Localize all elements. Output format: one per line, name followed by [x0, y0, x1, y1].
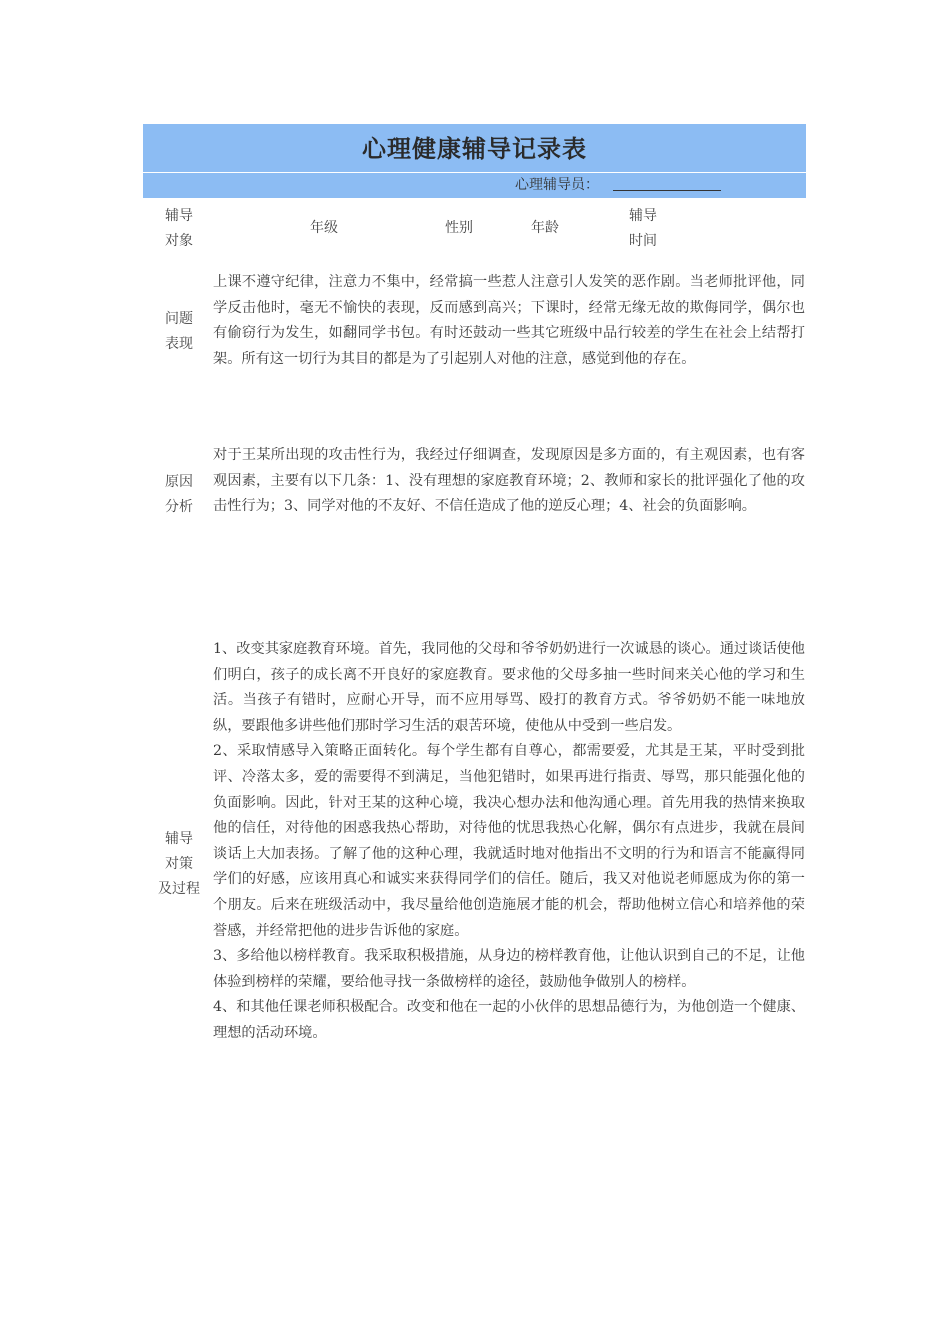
strategy-paragraph-2: 2、采取情感导入策略正面转化。每个学生都有自尊心，都需要爱，尤其是王某，平时受到批评、冷落太多，爱的需要得不到满足，当他犯错时，如果再进行指责、辱骂，那只能强化他的负面影响。因此，针对王某的这种心境，我决心想办法和他沟通心理。首先用我的热情来换取他的信任，对待他的困惑我热心帮助，对待他的忧思我热心化解，偶尔有点进步，我就在晨间谈话上大加表扬。了解了他的这种心理，我就适时地对他指出不文明的行为和语言不能赢得同学们的好感，应该用真心和诚实来获得同学们的信任。随后，我又对他说老师愿成为你的第一个朋友。后来在班级活动中，我尽量给他创造施展才能的机会，帮助他树立信心和培养他的荣誉感，并经常把他的进步告诉他的家庭。 [213, 743, 805, 939]
counselor-signature-line[interactable] [613, 190, 721, 191]
counselor-label: 心理辅导员： [515, 177, 599, 193]
cause-text: 对于王某所出现的攻击性行为，我经过仔细调查，发现原因是多方面的，有主观因素，也有客观因素，主要有以下几条：1、没有理想的家庭教育环境；2、教师和家长的批评强化了他的攻击性行为；3、同学对他的不友好、不信任造成了他的逆反心理；4、社会的负面影响。 [213, 447, 805, 515]
cause-label: 原因 分析 [165, 474, 193, 515]
strategy-paragraph-3: 3、多给他以榜样教育。我采取积极措施，从身边的榜样教育他，让他认识到自己的不足，让他体验到榜样的荣耀，要给他寻找一条做榜样的途径，鼓励他争做别人的榜样。 [213, 948, 805, 990]
counselor-bar [143, 173, 806, 198]
target-label: 辅导 对象 [165, 208, 193, 249]
gender-label: 性别 [445, 220, 473, 236]
title-banner [143, 124, 806, 172]
age-label: 年龄 [531, 220, 559, 236]
problem-text: 上课不遵守纪律，注意力不集中，经常搞一些惹人注意引人发笑的恶作剧。当老师批评他，同学反击他时，毫无不愉快的表现，反而感到高兴；下课时，经常无缘无故的欺侮同学，偶尔也有偷窃行为发生，如翻同学书包。有时还鼓动一些其它班级中品行较差的学生在社会上结帮打架。所有这一切行为其目的都是为了引起别人对他的注意，感觉到他的存在。 [213, 274, 805, 367]
time-label: 辅导 时间 [629, 208, 657, 249]
strategy-label: 辅导 对策 及过程 [158, 831, 200, 897]
problem-label: 问题 表现 [165, 311, 193, 352]
grade-label: 年级 [310, 220, 338, 236]
page-title: 心理健康辅导记录表 [362, 135, 587, 163]
strategy-paragraph-1: 1、改变其家庭教育环境。首先，我同他的父母和爷爷奶奶进行一次诚恳的谈心。通过谈话使他们明白，孩子的成长离不开良好的家庭教育。要求他的父母多抽一些时间来关心他的学习和生活。当孩子有错时，应耐心开导，而不应用辱骂、殴打的教育方式。爷爷奶奶不能一味地放纵，要跟他多讲些他们那时学习生活的艰苦环境，使他从中受到一些启发。 [213, 641, 805, 734]
strategy-text [213, 637, 805, 1047]
strategy-paragraph-4: 4、和其他任课老师积极配合。改变和他在一起的小伙伴的思想品德行为，为他创造一个健康、理想的活动环境。 [213, 999, 805, 1041]
